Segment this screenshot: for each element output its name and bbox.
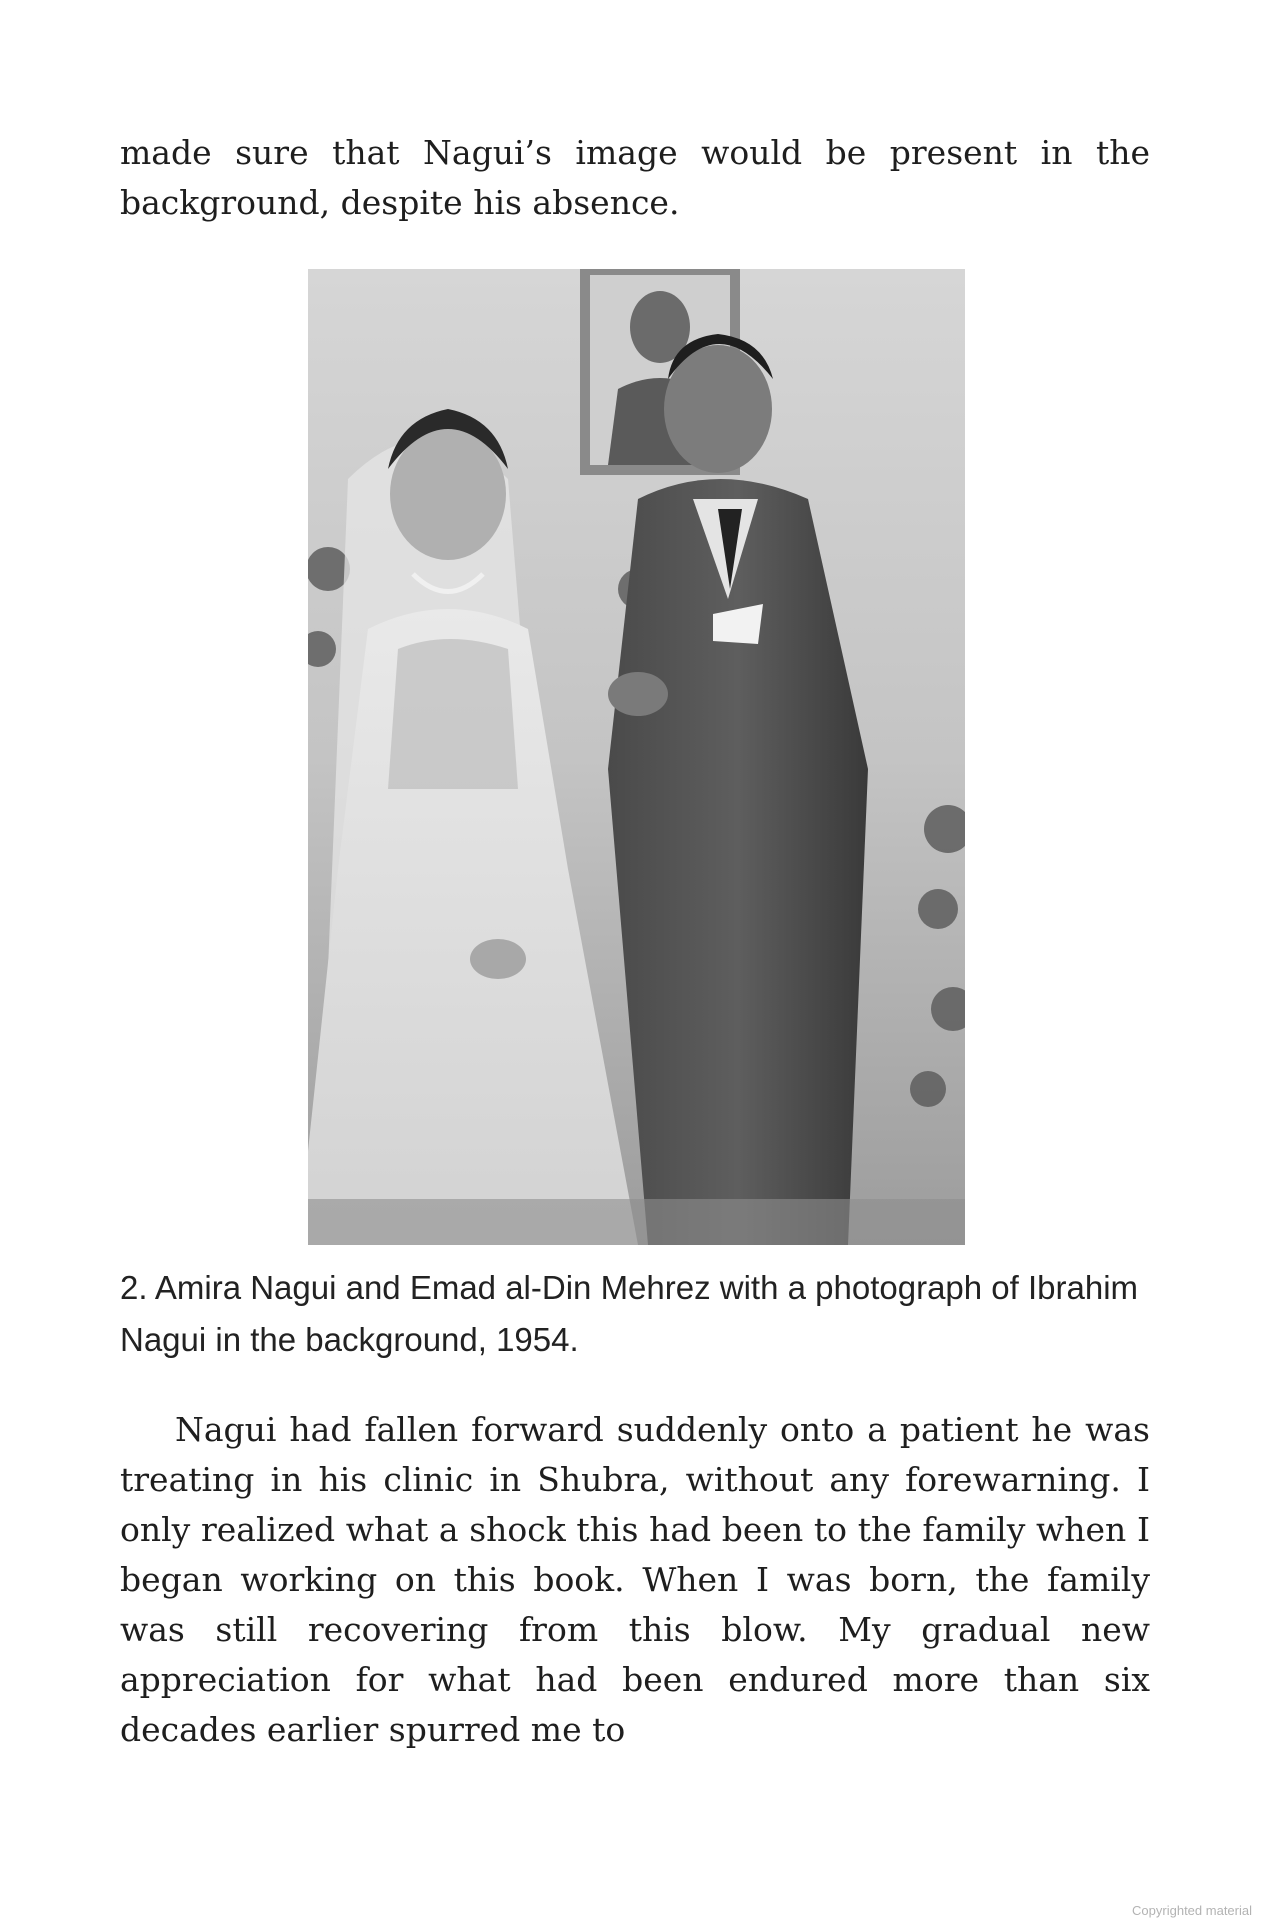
wedding-photograph (308, 269, 965, 1245)
body-paragraph-top: made sure that Nagui’s image would be present in the background, despite his absence. (120, 133, 1150, 222)
body-paragraph-bottom: Nagui had fallen forward suddenly onto a patient he was treating in his clinic in Shubra, without any forewarning. I only realized what a shock this had been to the family when I began working on this book. When I was born, the family was still recovering from this blow. My gradual new appreciation for what had been endured more than six decades earlier spurred me to (120, 1410, 1150, 1749)
figure-caption: 2. Amira Nagui and Emad al-Din Mehrez with a photograph of Ibrahim Nagui in the background, 1954. (120, 1269, 1139, 1358)
copyright-notice: Copyrighted material (1132, 1903, 1252, 1918)
